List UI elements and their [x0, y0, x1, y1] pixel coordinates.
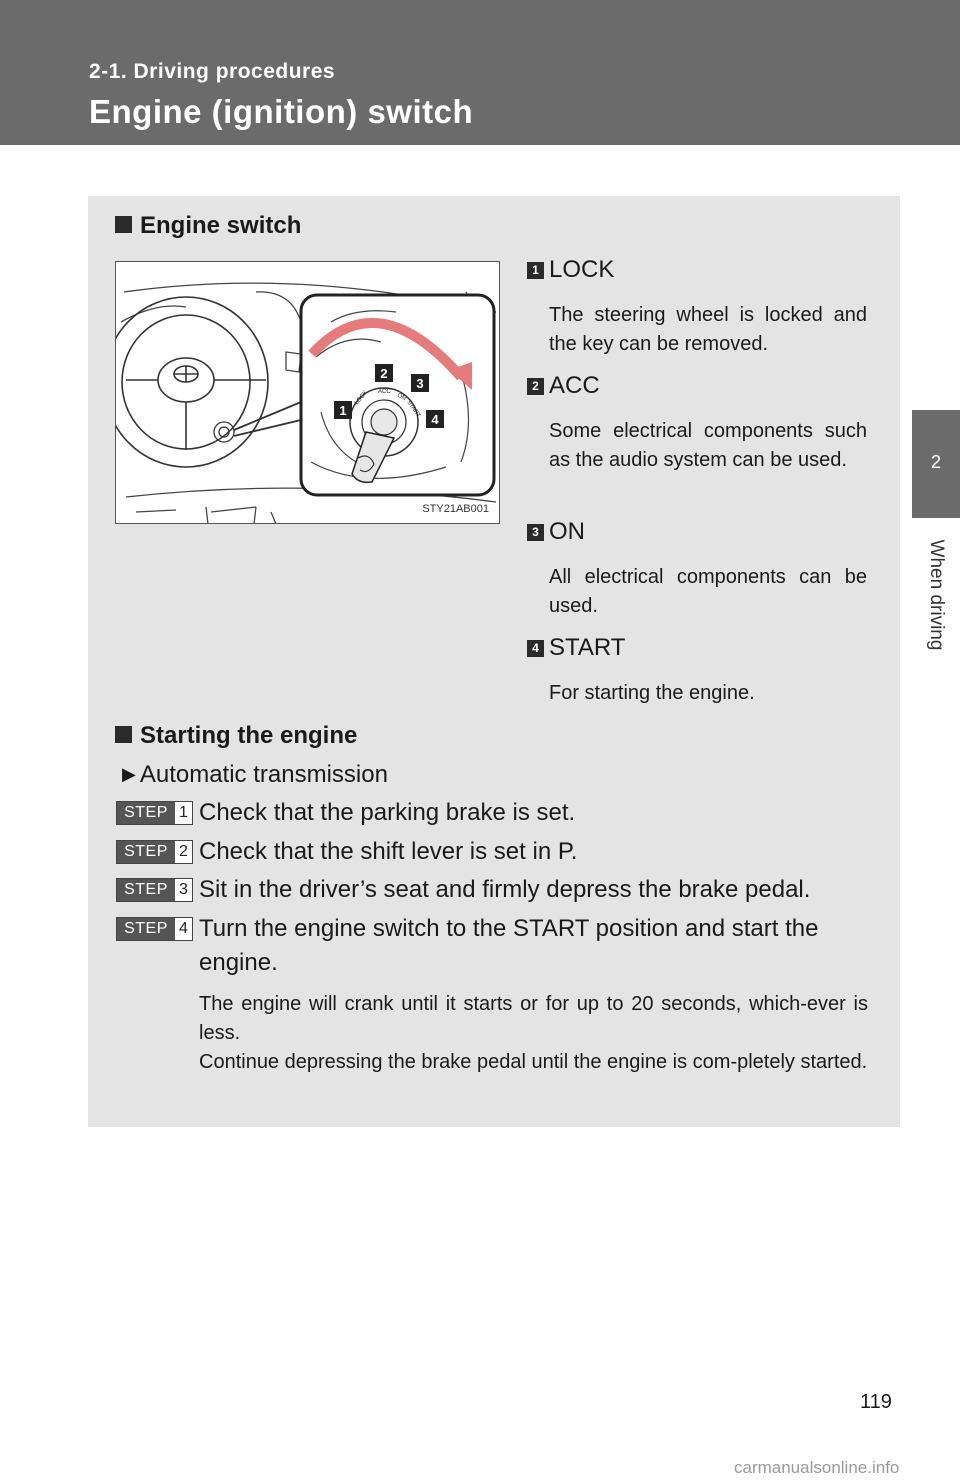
callout-3: 3: [416, 376, 424, 391]
number-badge-icon: 2: [527, 378, 544, 395]
step-3: [116, 873, 868, 907]
position-label: ACC: [549, 372, 600, 399]
page-title: Engine (ignition) switch: [89, 93, 474, 130]
position-label: ON: [549, 518, 585, 545]
transmission-subheading: ▶ Automatic transmission: [122, 761, 388, 788]
position-lock: [527, 257, 867, 359]
position-description: The steering wheel is locked and the key can be removed.: [549, 304, 867, 355]
callout-1: 1: [339, 403, 347, 418]
key-mark-start: START: [405, 399, 422, 419]
page-number: 119: [860, 1391, 892, 1413]
figure-code: STY21AB001: [422, 503, 489, 515]
key-mark-on: ON: [396, 392, 407, 403]
position-description: Some electrical components such as the audio system can be used.: [549, 420, 867, 471]
key-mark-lock: LOCK: [353, 389, 370, 407]
engine-switch-illustration: [115, 261, 500, 524]
square-bullet-icon: [115, 216, 132, 233]
position-acc: [527, 373, 867, 475]
step-badge: STEP 2: [116, 840, 193, 864]
position-description: All electrical components can be used.: [549, 566, 867, 617]
step-4: [116, 912, 868, 1077]
number-badge-icon: 4: [527, 640, 544, 657]
step-text: Sit in the driver’s seat and firmly depress the brake pedal.: [199, 876, 811, 903]
step-note-line: The engine will crank until it starts or for up to 20 seconds, which-ever is less.: [199, 993, 868, 1044]
watermark: carmanualsonline.info: [734, 1458, 900, 1477]
number-badge-icon: 3: [527, 524, 544, 541]
triangle-right-icon: ▶: [122, 764, 136, 784]
number-badge-icon: 1: [527, 262, 544, 279]
step-1: [116, 796, 868, 830]
position-label: LOCK: [549, 256, 615, 283]
chapter-tab-number: 2: [930, 452, 941, 472]
page-header: [0, 0, 960, 145]
step-text: Check that the shift lever is set in P.: [199, 838, 578, 865]
position-start: [527, 635, 867, 708]
engine-switch-heading: Engine switch: [115, 212, 301, 240]
callout-2: 2: [380, 366, 388, 381]
key-mark-acc: ACC: [378, 389, 391, 395]
step-note-line: Continue depressing the brake pedal until the engine is com-pletely started.: [199, 1051, 868, 1073]
step-text: Turn the engine switch to the START position and start the engine.: [199, 915, 819, 976]
step-note: [199, 990, 868, 1077]
position-label: START: [549, 634, 626, 661]
starting-engine-heading: Starting the engine: [115, 722, 357, 750]
step-2: [116, 835, 868, 869]
position-description: For starting the engine.: [549, 682, 755, 704]
steering-wheel-key-drawing: [116, 262, 500, 524]
step-text: Check that the parking brake is set.: [199, 799, 576, 826]
callout-4: 4: [431, 412, 439, 427]
step-badge: STEP 4: [116, 917, 193, 941]
step-badge: STEP 1: [116, 801, 193, 825]
step-badge: STEP 3: [116, 878, 193, 902]
chapter-label: When driving: [926, 539, 947, 651]
position-on: [527, 519, 867, 621]
square-bullet-icon: [115, 726, 132, 743]
section-label: 2-1. Driving procedures: [89, 60, 336, 83]
